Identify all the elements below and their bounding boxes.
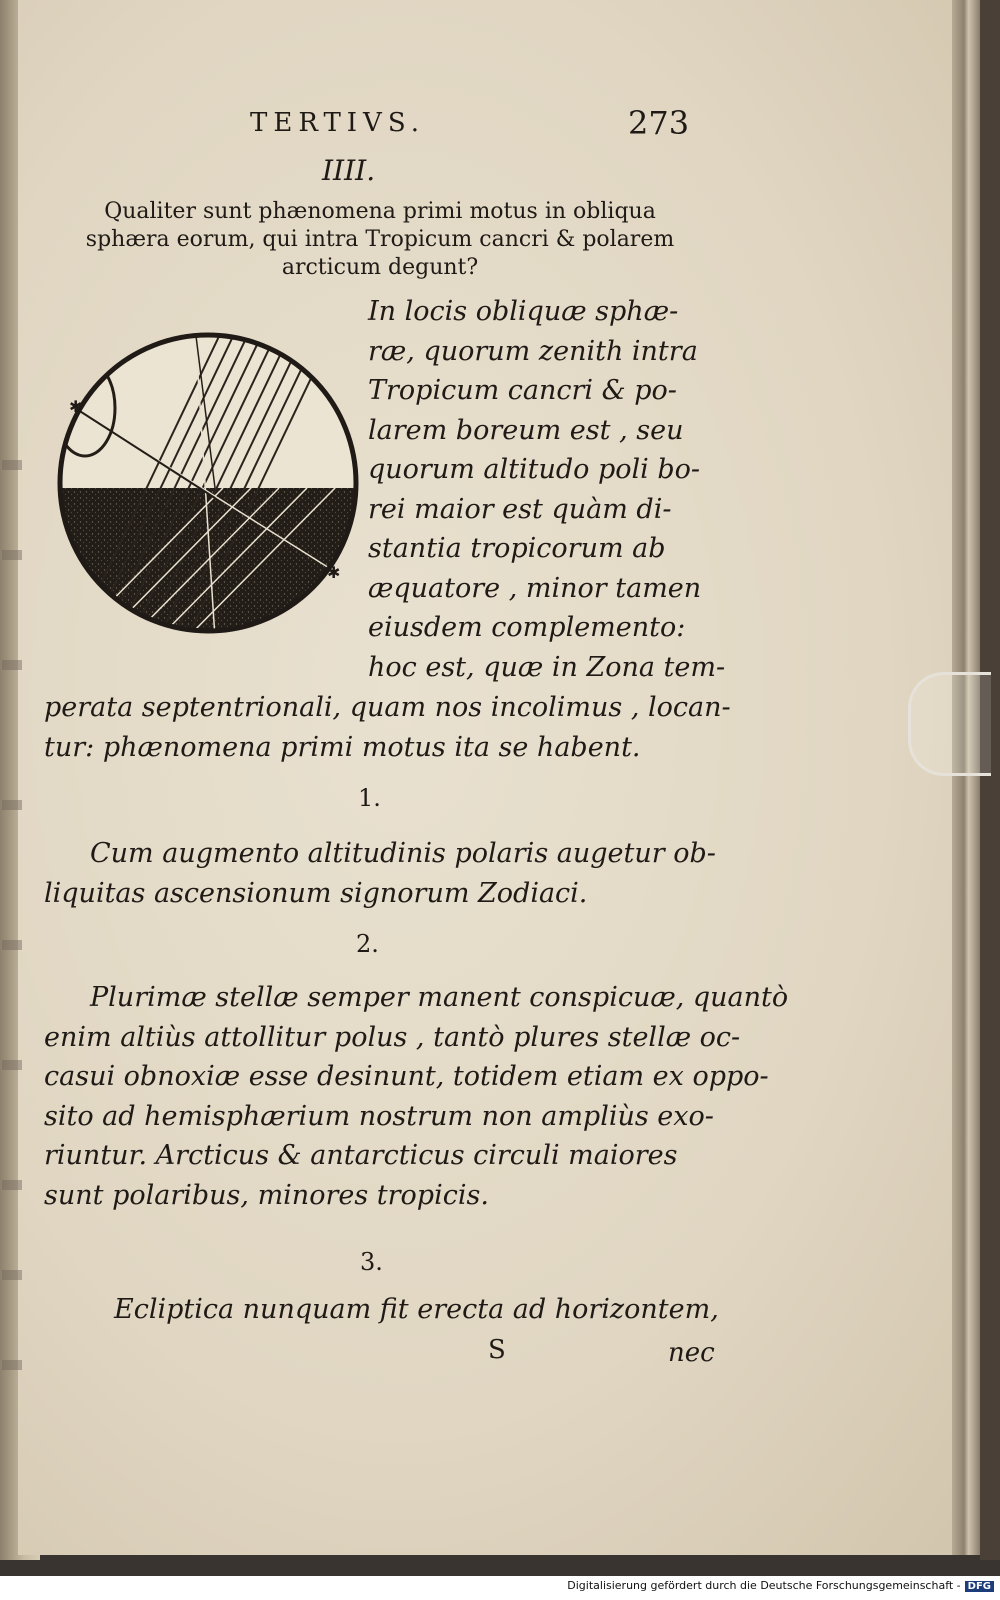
svg-text:✱: ✱ — [69, 397, 83, 416]
digitization-credit — [567, 1579, 994, 1592]
text-line: larem boreum est , seu — [368, 414, 684, 446]
page-stack-edge — [952, 0, 982, 1555]
paragraph-1-continuation — [44, 688, 731, 767]
item-number-3: 3. — [360, 1248, 383, 1276]
item-2-text — [44, 978, 789, 1215]
text-line: Ecliptica nunquam fit erecta ad horizontem, — [114, 1294, 719, 1325]
credit-text: Digitalisierung gefördert durch die Deutsche Forschungsgemeinschaft - — [567, 1579, 961, 1592]
paragraph-1-side-text — [368, 292, 725, 687]
signature-mark: S — [488, 1335, 506, 1365]
item-number-2: 2. — [356, 930, 379, 958]
text-line: æquatore , minor tamen — [368, 572, 702, 604]
text-line: sito ad hemisphærium nostrum non ampliùs exo- — [44, 1100, 714, 1132]
item-3-text — [44, 1290, 719, 1330]
facing-page-text-fragments — [0, 420, 24, 1420]
book-cover-edge — [980, 0, 1000, 1560]
text-line: hoc est, quæ in Zona tem- — [368, 651, 726, 683]
text-line: stantia tropicorum ab — [368, 533, 666, 564]
item-1-text — [44, 834, 716, 913]
section-question: Qualiter sunt phænomena primi motus in obliqua sphæra eorum, qui intra Tropicum cancri & polarem arcticum degunt? — [85, 199, 675, 280]
text-line: enim altiùs attollitur polus , tantò plures stellæ oc- — [44, 1021, 741, 1053]
text-line: tur: phænomena primi motus ita se habent. — [44, 731, 641, 763]
text-line: perata septentrionali, quam nos incolimus , locan- — [44, 692, 731, 723]
catchword: nec — [668, 1338, 715, 1368]
page-clip — [908, 672, 991, 776]
text-line: quorum altitudo poli bo- — [368, 454, 701, 485]
text-line: rei maior est quàm di- — [368, 493, 672, 525]
text-line: Cum augmento altitudinis polaris augetur ob- — [90, 838, 716, 869]
running-head: TERTIVS. — [250, 108, 425, 138]
text-line: casui obnoxiæ esse desinunt, totidem etiam ex oppo- — [44, 1061, 769, 1092]
page-number: 273 — [628, 104, 690, 142]
text-line: liquitas ascensionum signorum Zodiaci. — [44, 877, 588, 909]
section-number: IIII. — [322, 154, 376, 187]
text-line: riuntur. Arcticus & antarcticus circuli maiores — [44, 1140, 678, 1171]
svg-text:✱: ✱ — [327, 563, 341, 582]
oblique-sphere-diagram — [55, 328, 361, 638]
text-line: eiusdem complemento: — [368, 612, 686, 643]
text-line: ræ, quorum zenith intra — [368, 335, 698, 367]
text-line: Tropicum cancri & po- — [368, 375, 677, 406]
text-line: Plurimæ stellæ semper manent conspicuæ, quantò — [90, 982, 789, 1013]
item-number-1: 1. — [358, 784, 381, 812]
dfg-logo: DFG — [965, 1581, 994, 1592]
text-line: In locis obliquæ sphæ- — [368, 296, 679, 327]
text-line: sunt polaribus, minores tropicis. — [44, 1179, 489, 1211]
